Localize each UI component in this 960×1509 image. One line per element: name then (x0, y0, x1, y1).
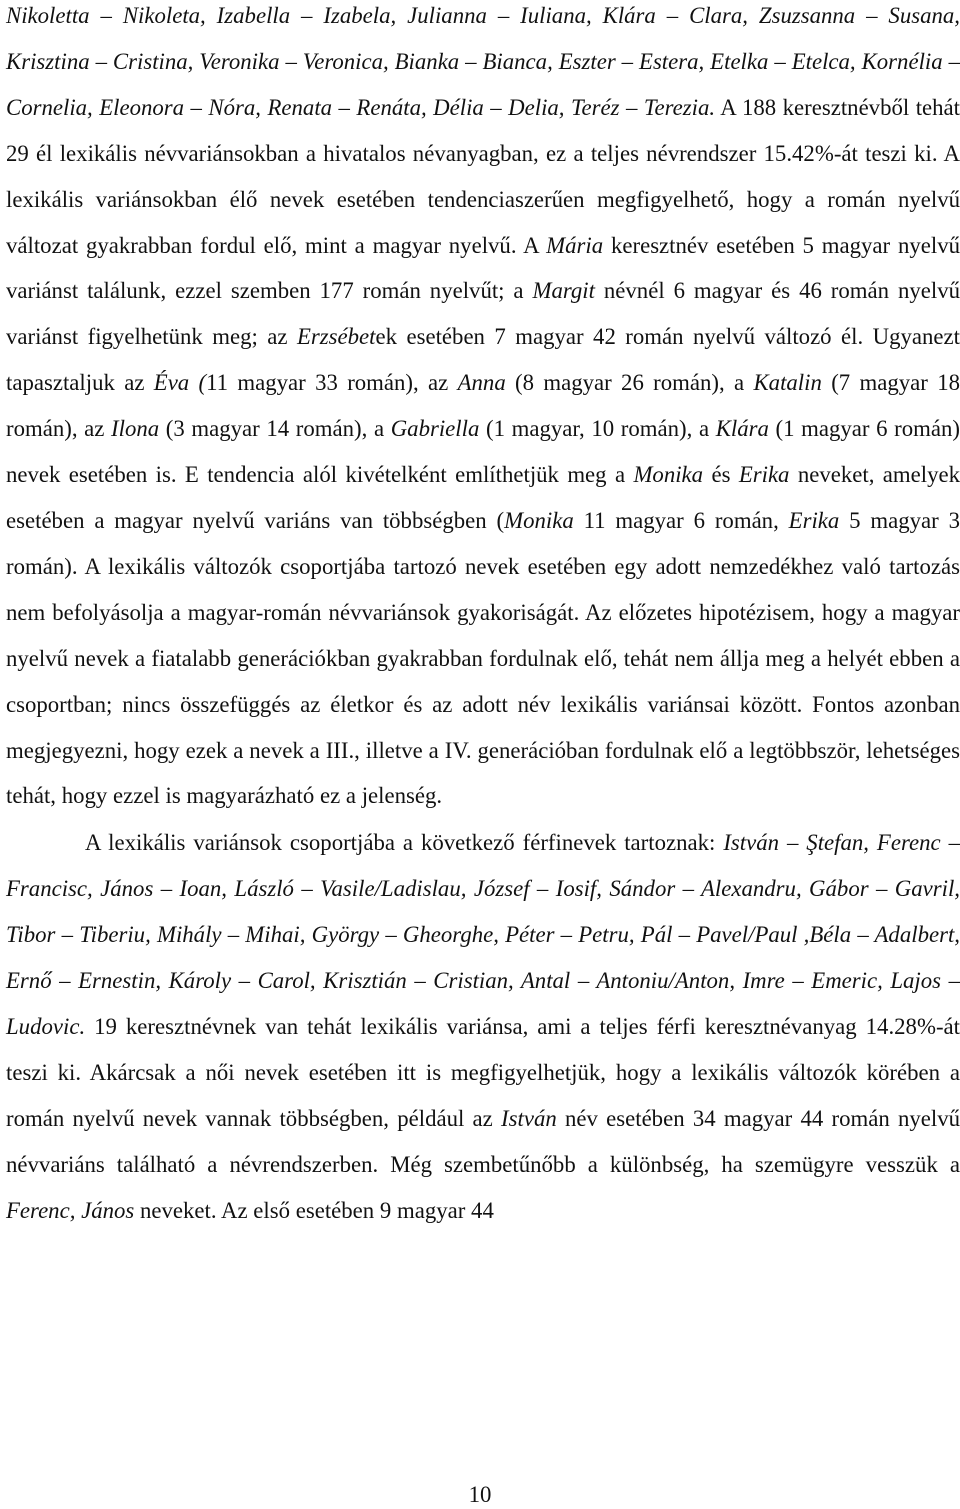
italic-text-run: Anna (457, 370, 506, 396)
paragraph-1 (6, 0, 960, 819)
text-run: A 188 keresztnévből tehát 29 él lexikális névvariánsokban a hivatalos névanyagban, ez a teljes névrendszer 15.42%-át teszi ki. A lexikális variánsokban élő nevek esetében tendenciaszerűen megfigyelhető, hogy a román nyelvű változat gyakrabban fordul elő, mint a magyar nyelvű. A (6, 94, 960, 258)
text-run: (8 magyar 26 román), a (505, 370, 754, 396)
text-run: név esetében 34 magyar 44 román nyelvű névvariáns található a névrendszerben. Még szembetűnőbb a különbség, ha szemügyre vesszük a (6, 1105, 960, 1177)
italic-text-run: Éva ( (153, 370, 207, 396)
italic-text-run: Mária (546, 232, 604, 258)
text-run: (1 magyar 6 román) nevek esetében is. E tendencia alól kivételként említhetjük meg a (6, 416, 960, 488)
text-run: 5 magyar 3 román). A lexikális változók csoportjába tartozó nevek esetében egy adott nemzedékhez való tartozás nem befolyásolja a magyar-román névvariánsok gyakoriságát. Az előzetes hipotézisem, hogy a magyar nyelvű nevek a fiatalabb generációkban gyakrabban fordulnak elő, tehát nem állja meg a helyét ebben a csoportban; nincs összefüggés az életkor és az adott név lexikális variánsai között. Fontos azonban megjegyezni, hogy ezek a nevek a III., illetve a IV. generációban fordulnak elő a legtöbbször, lehetséges tehát, hogy ezzel is magyarázható ez a jelenség. (6, 507, 960, 809)
text-run: 19 keresztnévnek van tehát lexikális variánsa, ami a teljes férfi keresztnévanyag 14.28%-át teszi ki. Akárcsak a női nevek esetében itt is megfigyelhetjük, hogy a lexikális változók körében a román nyelvű nevek vannak többségben, például az (6, 1013, 960, 1131)
text-run: (3 magyar 14 román), a (159, 416, 391, 442)
text-run: neveket, amelyek esetében a magyar nyelvű variáns van többségben ( (6, 462, 960, 533)
italic-text-run: Margit (532, 278, 595, 304)
italic-text-run: Gabriella (390, 416, 480, 442)
text-run: A lexikális variánsok csoportjába a következő férfinevek tartoznak: (85, 830, 724, 856)
italic-text-run: Monika (633, 462, 704, 488)
italic-text-run: Monika (504, 507, 574, 533)
text-run: (7 magyar 18 román), az (6, 370, 960, 442)
text-run: ek esetében 7 magyar 42 román nyelvű változó él. Ugyanezt tapasztaljuk az (6, 324, 960, 396)
italic-text-run: István (501, 1105, 557, 1131)
italic-text-run: Katalin (753, 370, 822, 396)
italic-text-run: Erzsébet (297, 324, 376, 350)
italic-text-run: István – Ştefan, Ferenc – Francisc, János – Ioan, László – Vasile/Ladislau, József – Iosif, Sándor – Alexandru, Gábor – Gavril, Tibor – Tiberiu, Mihály – Mihai, György – Gheorghe, Péter – Petru, Pál – Pavel/Paul ,Béla – Adalbert, Ernő – Ernestin, Károly – Carol, Krisztián – Cristian, Antal – Antoniu/Anton, Imre – Emeric, Lajos – Ludovic. (6, 830, 960, 1039)
italic-text-run: Klára (715, 416, 769, 442)
text-run: névnél 6 magyar és 46 román nyelvű variánst figyelhetünk meg; az (6, 278, 960, 350)
text-run: (1 magyar, 10 román), a (479, 416, 716, 442)
italic-text-run: Ferenc, János (6, 1197, 135, 1223)
text-run: 11 magyar 33 román), az (206, 370, 458, 396)
italic-text-run: Erika (788, 507, 840, 533)
page-number: 10 (468, 1482, 492, 1507)
paragraph-2 (6, 820, 960, 1233)
text-run: és (703, 462, 739, 488)
italic-text-run: Nikoletta – Nikoleta, Izabella – Izabela, Julianna – Iuliana, Klára – Clara, Zsuzsanna – Susana, Krisztina – Cristina, Veronika – Veronica, Bianka – Bianca, Eszter – Estera, Etelka – Etelca, Kornélia – Cornelia, Eleonora – Nóra, Renata – Renáta, Délia – Delia, Teréz – Terezia. (6, 3, 960, 120)
text-run: 11 magyar 6 román, (573, 507, 789, 533)
italic-text-run: Ilona (111, 416, 160, 442)
document-page (6, 0, 960, 1233)
italic-text-run: Erika (738, 462, 790, 488)
text-run: keresztnév esetében 5 magyar nyelvű variánst találunk, ezzel szemben 177 román nyelvűt; a (6, 232, 960, 304)
text-run: neveket. Az első esetében 9 magyar 44 (134, 1197, 494, 1223)
